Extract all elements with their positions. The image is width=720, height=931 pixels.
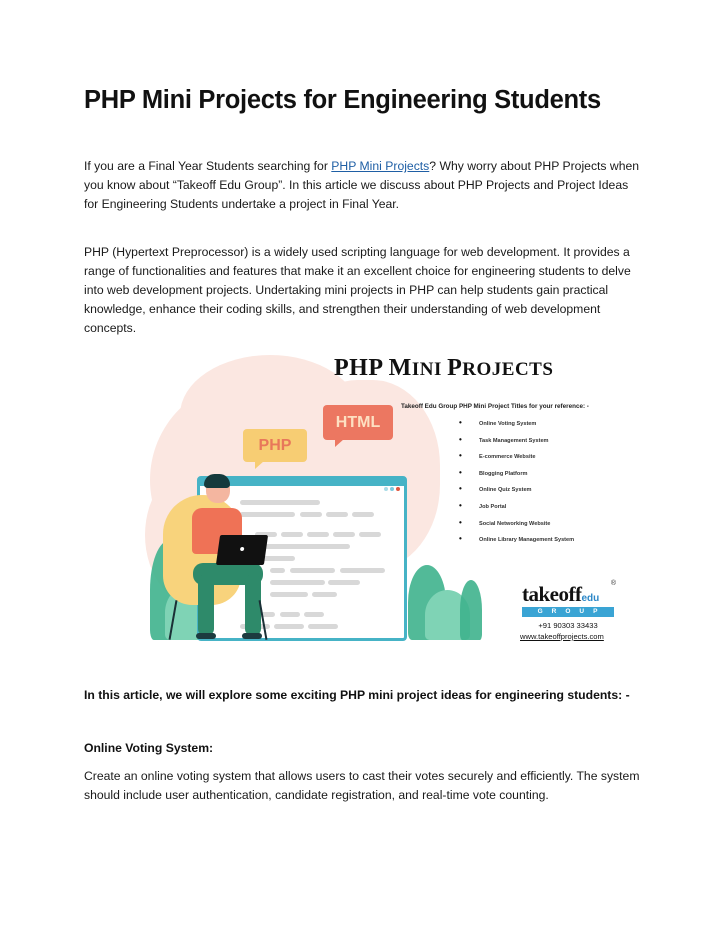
list-item: • E-commerce Website [455, 453, 574, 470]
reference-title: Takeoff Edu Group PHP Mini Project Titles for your reference: - [401, 403, 589, 410]
intro-text-after: ? Why worry about PHP Projects when you know about “Takeoff Edu Group”. In this article we discuss about PHP Projects and Project Ideas for Engineering Students undertake a project in Final Year. [84, 159, 640, 211]
website-url: www.takeoffprojects.com [520, 632, 604, 641]
section-heading: Online Voting System: [84, 741, 214, 755]
code-line [326, 512, 348, 517]
code-line [270, 568, 285, 573]
code-line [255, 544, 350, 549]
page-title: PHP Mini Projects for Engineering Students [84, 86, 601, 114]
code-line [240, 512, 295, 517]
intro-paragraph [84, 157, 644, 214]
code-line [274, 624, 304, 629]
takeoff-edu-logo [520, 580, 616, 641]
php-mini-projects-link[interactable]: PHP Mini Projects [331, 159, 430, 173]
code-line [304, 612, 324, 617]
list-item: • Job Portal [455, 503, 574, 520]
logo-wordmark: takeoff [522, 582, 582, 606]
code-line [270, 580, 325, 585]
code-line [281, 532, 303, 537]
list-item: • Online Library Management System [455, 536, 574, 553]
plant-icon [460, 580, 482, 640]
code-line [312, 592, 337, 597]
code-line [290, 568, 335, 573]
laptop-icon [216, 535, 268, 565]
person-hair [204, 474, 230, 488]
shoe-icon [242, 633, 262, 639]
php-description-paragraph: PHP (Hypertext Preprocessor) is a widely used scripting language for web development. It provides a range of functionalities and features that make it an excellent choice for engineering students to delve into web development projects. Undertaking mini projects in PHP can help students gain practical knowledge, enhance their coding skills, and strengthen their understanding of web development concepts. [84, 245, 631, 335]
code-line [280, 612, 300, 617]
code-line [333, 532, 355, 537]
list-item: • Task Management System [455, 437, 574, 454]
project-titles-list [455, 420, 574, 553]
list-item: • Online Quiz System [455, 486, 574, 503]
banner-title: PHP MINI PROJECTS [334, 355, 554, 381]
code-line [359, 532, 381, 537]
html-speech-bubble: HTML [323, 405, 393, 440]
list-item: • Blogging Platform [455, 470, 574, 487]
window-dots-icon [382, 478, 400, 496]
code-line [352, 512, 374, 517]
contact-phone: +91 90303 33433 [538, 621, 598, 630]
php-speech-bubble: PHP [243, 429, 307, 462]
logo-edu: edu [581, 593, 600, 604]
code-line [270, 592, 308, 597]
code-line [340, 568, 385, 573]
list-item: • Online Voting System [455, 420, 574, 437]
code-line [308, 624, 338, 629]
person-leg-left [198, 575, 214, 635]
explore-intro: In this article, we will explore some exciting PHP mini project ideas for engineering students: - [84, 688, 630, 702]
list-item: • Social Networking Website [455, 520, 574, 537]
section-body: Create an online voting system that allows users to cast their votes securely and efficiently. The system should include user authentication, candidate registration, and real-time vote counting. [84, 769, 640, 802]
code-line [328, 580, 360, 585]
intro-text-before: If you are a Final Year Students searching for [84, 159, 332, 173]
logo-group-band: GROUP [522, 607, 614, 617]
code-line [240, 500, 320, 505]
code-line [300, 512, 322, 517]
shoe-icon [196, 633, 216, 639]
code-line [307, 532, 329, 537]
registered-icon: ® [610, 580, 616, 587]
